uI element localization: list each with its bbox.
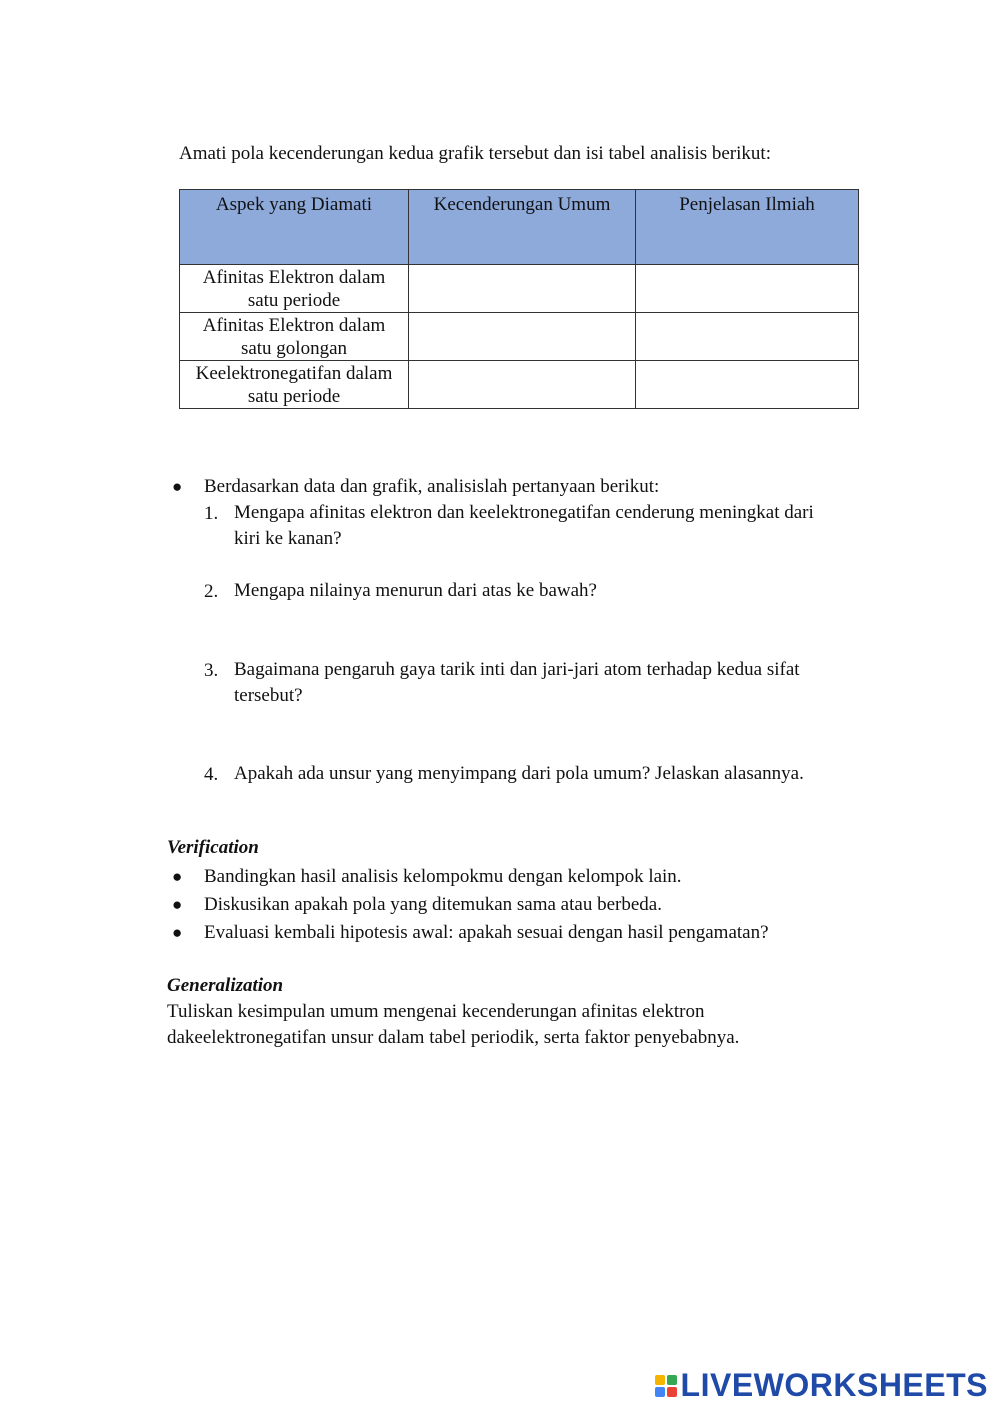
table-header-row [180,190,859,265]
aspect-cell [180,265,409,313]
generalization-text [167,999,867,1051]
table-row [180,361,859,409]
table-row [180,313,859,361]
aspect-line: satu periode [247,289,341,311]
table-row [180,265,859,313]
aspect-line: satu golongan [240,337,348,359]
liveworksheets-logo-icon [655,1375,677,1397]
header-aspek: Aspek yang Diamati [180,190,409,265]
question-line: Apakah ada unsur yang menyimpang dari pola umum? Jelaskan alasannya. [234,763,804,784]
question-text [234,657,874,709]
bullet-icon: ● [172,867,183,886]
question-line: kiri ke kanan? [234,528,342,549]
verification-heading: Verification [167,837,259,858]
answer-cell-kecenderungan[interactable] [409,361,636,409]
verification-item: Evaluasi kembali hipotesis awal: apakah sesuai dengan hasil pengamatan? [204,922,769,943]
generalization-heading: Generalization [167,975,284,996]
question-number: 3. [204,660,219,681]
verification-item: Diskusikan apakah pola yang ditemukan sama atau berbeda. [204,894,662,915]
header-kecenderungan: Kecenderungan Umum [409,190,636,265]
question-number: 2. [204,581,219,602]
question-line: Mengapa nilainya menurun dari atas ke bawah? [234,580,597,601]
aspect-cell [180,313,409,361]
question-line: Mengapa afinitas elektron dan keelektronegatifan cenderung meningkat dari [234,502,814,523]
generalization-line: Tuliskan kesimpulan umum mengenai kecenderungan afinitas elektron [167,1001,705,1022]
question-text [234,500,874,552]
liveworksheets-logo [655,1367,988,1404]
answer-cell-penjelasan[interactable] [636,361,859,409]
question-text [234,578,874,604]
aspect-line: satu periode [247,385,341,407]
question-number: 4. [204,764,219,785]
answer-cell-penjelasan[interactable] [636,313,859,361]
aspect-line: Afinitas Elektron dalam [202,314,386,336]
bullet-icon: ● [172,477,183,496]
bullet-icon: ● [172,923,183,942]
header-penjelasan: Penjelasan Ilmiah [636,190,859,265]
analysis-bullet-text: Berdasarkan data dan grafik, analisislah pertanyaan berikut: [204,476,660,497]
answer-cell-kecenderungan[interactable] [409,265,636,313]
question-line: Bagaimana pengaruh gaya tarik inti dan jari-jari atom terhadap kedua sifat [234,659,800,680]
aspect-cell [180,361,409,409]
liveworksheets-logo-text: LIVEWORKSHEETS [680,1367,988,1403]
bullet-icon: ● [172,895,183,914]
verification-item: Bandingkan hasil analisis kelompokmu dengan kelompok lain. [204,866,682,887]
question-number: 1. [204,503,219,524]
aspect-line: Afinitas Elektron dalam [202,266,386,288]
intro-instruction: Amati pola kecenderungan kedua grafik tersebut dan isi tabel analisis berikut: [179,143,771,164]
answer-cell-penjelasan[interactable] [636,265,859,313]
generalization-line: dakeelektronegatifan unsur dalam tabel periodik, serta faktor penyebabnya. [167,1027,740,1048]
aspect-line: Keelektronegatifan dalam [195,362,393,384]
answer-cell-kecenderungan[interactable] [409,313,636,361]
question-line: tersebut? [234,685,303,706]
analysis-table [179,189,859,409]
question-text [234,761,874,787]
